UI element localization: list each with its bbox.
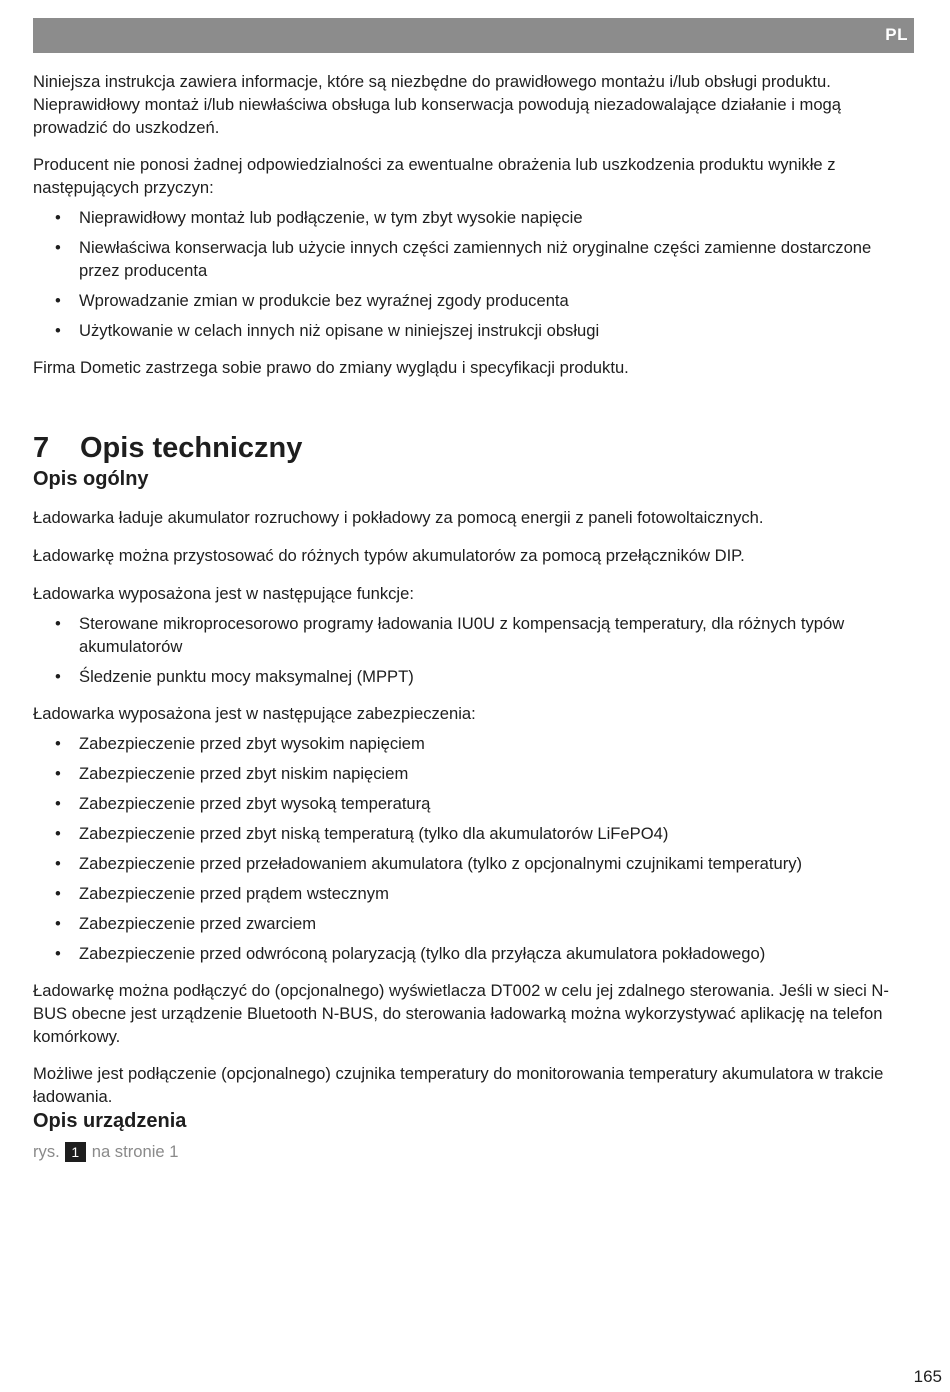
protections-list	[33, 732, 915, 965]
intro-closing: Firma Dometic zastrzega sobie prawo do zmiany wyglądu i specyfikacji produktu.	[33, 358, 629, 377]
protections-intro: Ładowarka wyposażona jest w następujące zabezpieczenia:	[33, 704, 476, 723]
list-item: • Zabezpieczenie przed zbyt wysokim napięciem	[33, 732, 915, 755]
figure-ref-suffix: na stronie 1	[91, 1142, 179, 1161]
functions-list	[33, 612, 915, 688]
general-paragraph-1: Ładowarka ładuje akumulator rozruchowy i pokładowy za pomocą energii z paneli fotowoltaicznych.	[33, 508, 764, 527]
functions-intro: Ładowarka wyposażona jest w następujące funkcje:	[33, 584, 414, 603]
list-item: • Zabezpieczenie przed zbyt wysoką temperaturą	[33, 792, 915, 815]
temperature-sensor-paragraph: Możliwe jest podłączenie (opcjonalnego) czujnika temperatury do monitorowania temperatury akumulatora w trakcie ładowania.	[33, 1064, 884, 1106]
language-label: PL	[885, 25, 908, 44]
figure-number-badge: 1	[65, 1142, 86, 1162]
section-heading-general: Opis ogólny	[33, 468, 149, 490]
list-item: • Użytkowanie w celach innych niż opisane w niniejszej instrukcji obsługi	[33, 319, 915, 342]
list-item: • Nieprawidłowy montaż lub podłączenie, w tym zbyt wysokie napięcie	[33, 206, 915, 229]
list-item: • Zabezpieczenie przed zbyt niskim napięciem	[33, 762, 915, 785]
intro-paragraph-1: Niniejsza instrukcja zawiera informacje, które są niezbędne do prawidłowego montażu i/lub obsługi produktu. Nieprawidłowy montaż i/lub niewłaściwa obsługa lub konserwacja powodują niezadowalające działanie i mogą prowadzić do uszkodzeń.	[33, 72, 842, 137]
chapter-title: Opis techniczny	[80, 432, 303, 464]
list-item: • Śledzenie punktu mocy maksymalnej (MPPT)	[33, 665, 915, 688]
page-content	[33, 70, 915, 1163]
page-number: 165	[913, 1367, 942, 1386]
section-heading-device: Opis urządzenia	[33, 1110, 187, 1132]
figure-reference[interactable]	[33, 1140, 915, 1163]
list-item: • Zabezpieczenie przed prądem wstecznym	[33, 882, 915, 905]
list-item: • Zabezpieczenie przed zwarciem	[33, 912, 915, 935]
list-item: • Wprowadzanie zmian w produkcie bez wyraźnej zgody producenta	[33, 289, 915, 312]
list-item: • Niewłaściwa konserwacja lub użycie innych części zamiennych niż oryginalne części zamienne dostarczone przez producenta	[33, 236, 915, 282]
list-item: • Zabezpieczenie przed przeładowaniem akumulatora (tylko z opcjonalnymi czujnikami temperatury)	[33, 852, 915, 875]
list-item: • Zabezpieczenie przed zbyt niską temperaturą (tylko dla akumulatorów LiFePO4)	[33, 822, 915, 845]
intro-paragraph-2: Producent nie ponosi żadnej odpowiedzialności za ewentualne obrażenia lub uszkodzenia produktu wynikłe z następujących przyczyn:	[33, 155, 836, 197]
liability-list	[33, 206, 915, 342]
header-bar	[33, 18, 914, 53]
figure-ref-prefix: rys.	[33, 1142, 60, 1161]
nbus-paragraph: Ładowarkę można podłączyć do (opcjonalnego) wyświetlacza DT002 w celu jej zdalnego sterowania. Jeśli w sieci N-BUS obecne jest urządzenie Bluetooth N-BUS, do sterowania ładowarką można wykorzystywać aplikację na telefon komórkowy.	[33, 981, 889, 1046]
chapter-heading	[33, 430, 915, 466]
chapter-number: 7	[33, 432, 50, 464]
list-item: • Sterowane mikroprocesorowo programy ładowania IU0U z kompensacją temperatury, dla różnych typów akumulatorów	[33, 612, 915, 658]
list-item: • Zabezpieczenie przed odwróconą polaryzacją (tylko dla przyłącza akumulatora pokładowego)	[33, 942, 915, 965]
general-paragraph-2: Ładowarkę można przystosować do różnych typów akumulatorów za pomocą przełączników DIP.	[33, 546, 745, 565]
